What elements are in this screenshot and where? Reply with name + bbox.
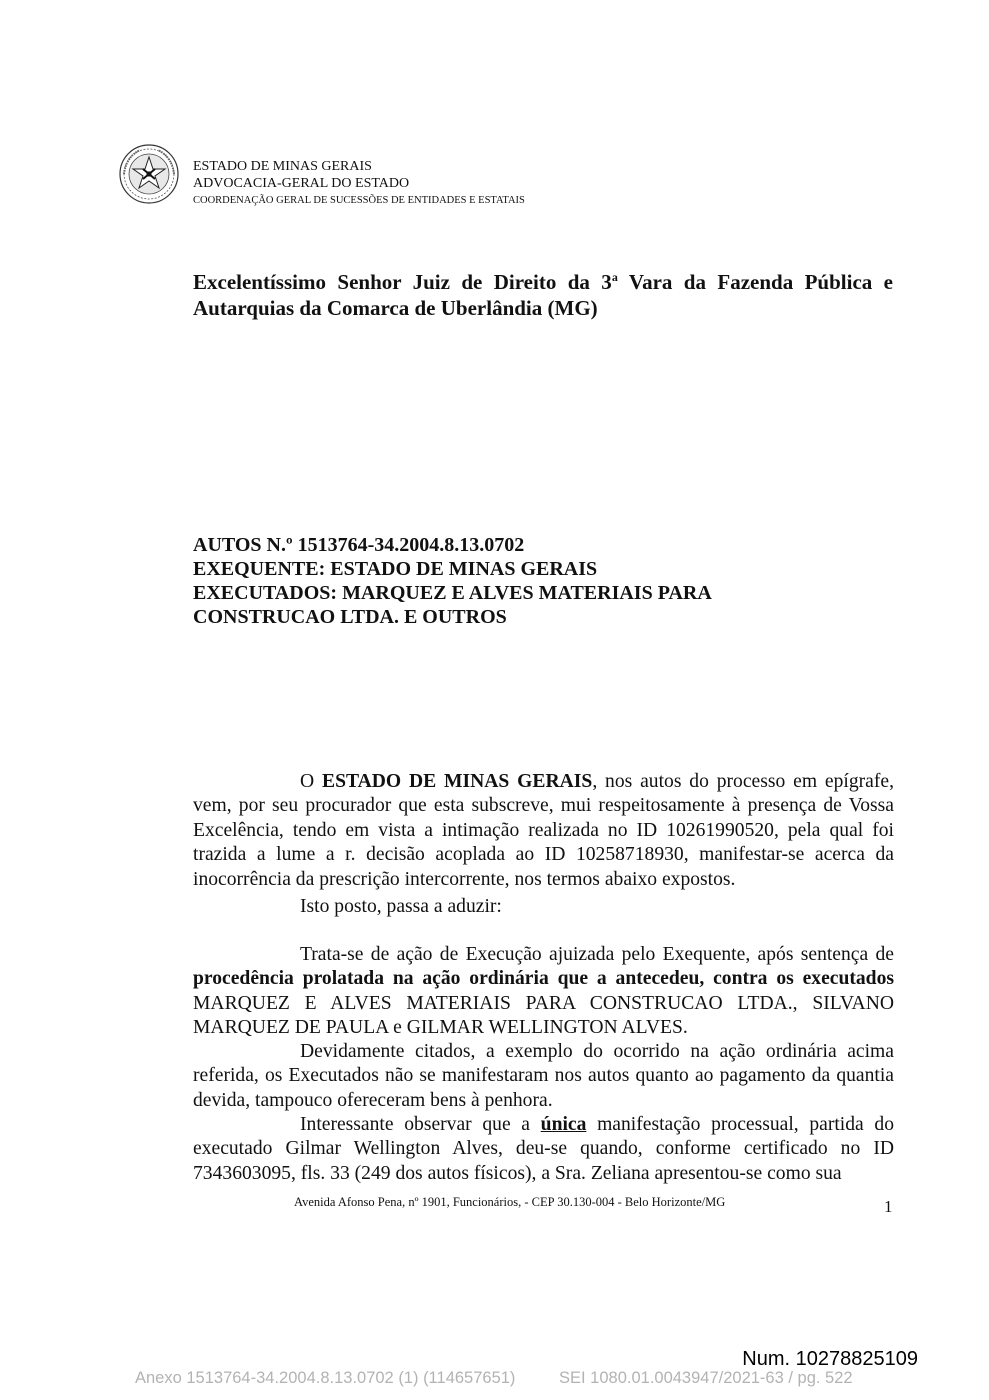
header-agency: ADVOCACIA-GERAL DO ESTADO (193, 176, 410, 191)
header-department: COORDENAÇÃO GERAL DE SUCESSÕES DE ENTIDADES E ESTATAIS (193, 195, 525, 206)
addressee: Excelentíssimo Senhor Juiz de Direito da 3$^a$ Vara da Fazenda Pública e Autarquias da Comarca de Uberlândia (MG) (193, 270, 894, 320)
defendants-line-2: CONSTRUCAO LTDA. E OUTROS (193, 606, 507, 628)
annex-reference: Anexo 1513764-34.2004.8.13.0702 (1) (114657651) (135, 1369, 516, 1387)
defendants-line-1: EXECUTADOS: MARQUEZ E ALVES MATERIAIS PARA (193, 582, 712, 604)
footer-address: Avenida Afonso Pena, nº 1901, Funcionários, - CEP 30.130-004 - Belo Horizonte/MG (294, 1195, 726, 1209)
sei-reference: SEI 1080.01.0043947/2021-63 / pg. 522 (559, 1369, 853, 1387)
paragraph-observation: Interessante observar que a única manifestação processual, partida do executado Gilmar Wellington Alves, deu-se quando, conforme certificado no ID 7343603095, fls. 33 (249 dos autos físicos), a Sra. Zeliana apresentou-se como sua (193, 1114, 895, 1184)
case-number: AUTOS N.º 1513764-34.2004.8.13.0702 (193, 534, 525, 556)
paragraph-citation: Devidamente citados, a exemplo do ocorrido na ação ordinária acima referida, os Executados não se manifestaram nos autos quanto ao pagamento da quantia devida, tampouco ofereceram bens à penhora. (193, 1041, 894, 1111)
paragraph-transition: Isto posto, passa a aduzir: (300, 896, 502, 917)
paragraph-intro: O ESTADO DE MINAS GERAIS, nos autos do processo em epígrafe, vem, por seu procurador que esta subscreve, mui respeitosamente à presença de Vossa Excelência, tendo em vista a intimação realizada no ID 10261990520, pela qual foi trazida a lume a r. decisão acoplada ao ID 10258718930, manifestar-se acerca da inocorrência da prescrição intercorrente, nos termos abaixo expostos. (193, 771, 894, 890)
plaintiff-line: EXEQUENTE: ESTADO DE MINAS GERAIS (193, 558, 598, 580)
page-number: 1 (884, 1197, 893, 1216)
header-state: ESTADO DE MINAS GERAIS (193, 159, 372, 174)
state-coat-of-arms-icon (118, 143, 180, 205)
document-number: Num. 10278825109 (742, 1348, 918, 1370)
paragraph-facts: Trata-se de ação de Execução ajuizada pelo Exequente, após sentença de procedência prolatada na ação ordinária que a antecedeu, contra os executados MARQUEZ E ALVES MATERIAIS PARA CONSTRUCAO LTDA., SILVANO MARQUEZ DE PAULA e GILMAR WELLINGTON ALVES. (193, 944, 894, 1039)
